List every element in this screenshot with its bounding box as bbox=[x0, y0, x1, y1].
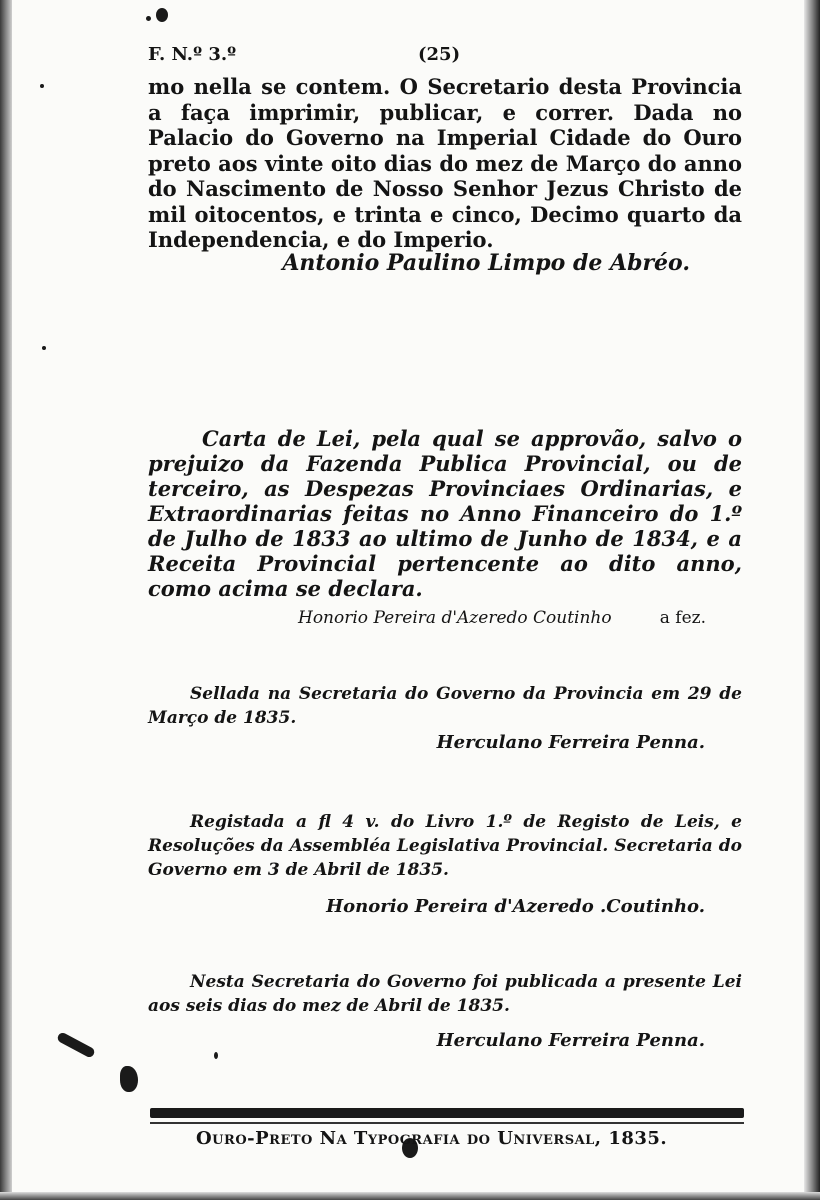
signature-penna-sealing: Herculano Ferreira Penna. bbox=[436, 732, 705, 753]
publication-note: Nesta Secretaria do Governo foi publicada a presente Lei aos seis dias do mez de Abril de 1835. bbox=[148, 972, 742, 1016]
ink-blot bbox=[56, 1031, 96, 1059]
page-number: (25) bbox=[418, 44, 461, 65]
printer-imprint: Ouro-Preto Na Typografia do Universal, 1835. bbox=[196, 1128, 668, 1149]
drafter-fez-word: a fez. bbox=[659, 608, 706, 628]
signature-penna-publication: Herculano Ferreira Penna. bbox=[436, 1030, 705, 1051]
footer-rule-thick bbox=[150, 1108, 744, 1118]
ink-blot bbox=[146, 16, 151, 21]
signature-coutinho-registration: Honorio Pereira d'Azeredo .Coutinho. bbox=[326, 896, 705, 917]
drafter-name: Honorio Pereira d'Azeredo Coutinho bbox=[298, 608, 612, 628]
footer-rule-thin bbox=[150, 1122, 744, 1124]
page-right-edge bbox=[804, 0, 820, 1200]
ink-blot bbox=[40, 84, 44, 88]
folio-mark: F. N.º 3.º bbox=[148, 44, 237, 65]
registration-note: Registada a fl 4 v. do Livro 1.º de Registo de Leis, e Resoluções da Assembléa Legislativa Provincial. Secretaria do Governo em 3 de Abril de 1835. bbox=[148, 812, 742, 880]
sealing-note: Sellada na Secretaria do Governo da Provincia em 29 de Março de 1835. bbox=[148, 684, 742, 728]
page-header bbox=[148, 44, 748, 72]
drafter-line bbox=[298, 608, 706, 628]
signature-president: Antonio Paulino Limpo de Abréo. bbox=[282, 250, 690, 276]
ink-blot bbox=[42, 346, 46, 350]
ink-blot bbox=[120, 1066, 138, 1092]
ink-blot bbox=[214, 1052, 218, 1059]
page-binding-edge bbox=[0, 0, 12, 1200]
page-bottom-edge bbox=[0, 1192, 820, 1200]
carta-de-lei-paragraph: Carta de Lei, pela qual se approvão, salvo o prejuizo da Fazenda Publica Provincial, ou de terceiro, as Despezas Provinciaes Ordinarias, e Extraordinarias feitas no Anno Financeiro do 1.º de Julho de 1833 ao ultimo de Junho de 1834, e a Receita Provincial pertencente ao dito anno, como acima se declara. bbox=[148, 426, 742, 601]
ink-blot bbox=[156, 8, 168, 22]
decree-closing-paragraph: mo nella se contem. O Secretario desta Provincia a faça imprimir, publicar, e correr. Dada no Palacio do Governo na Imperial Cidade do Ouro preto aos vinte oito dias do mez de Março do anno do Nascimento de Nosso Senhor Jezus Christo de mil oitocentos, e trinta e cinco, Decimo quarto da Independencia, e do Imperio. bbox=[148, 74, 742, 252]
